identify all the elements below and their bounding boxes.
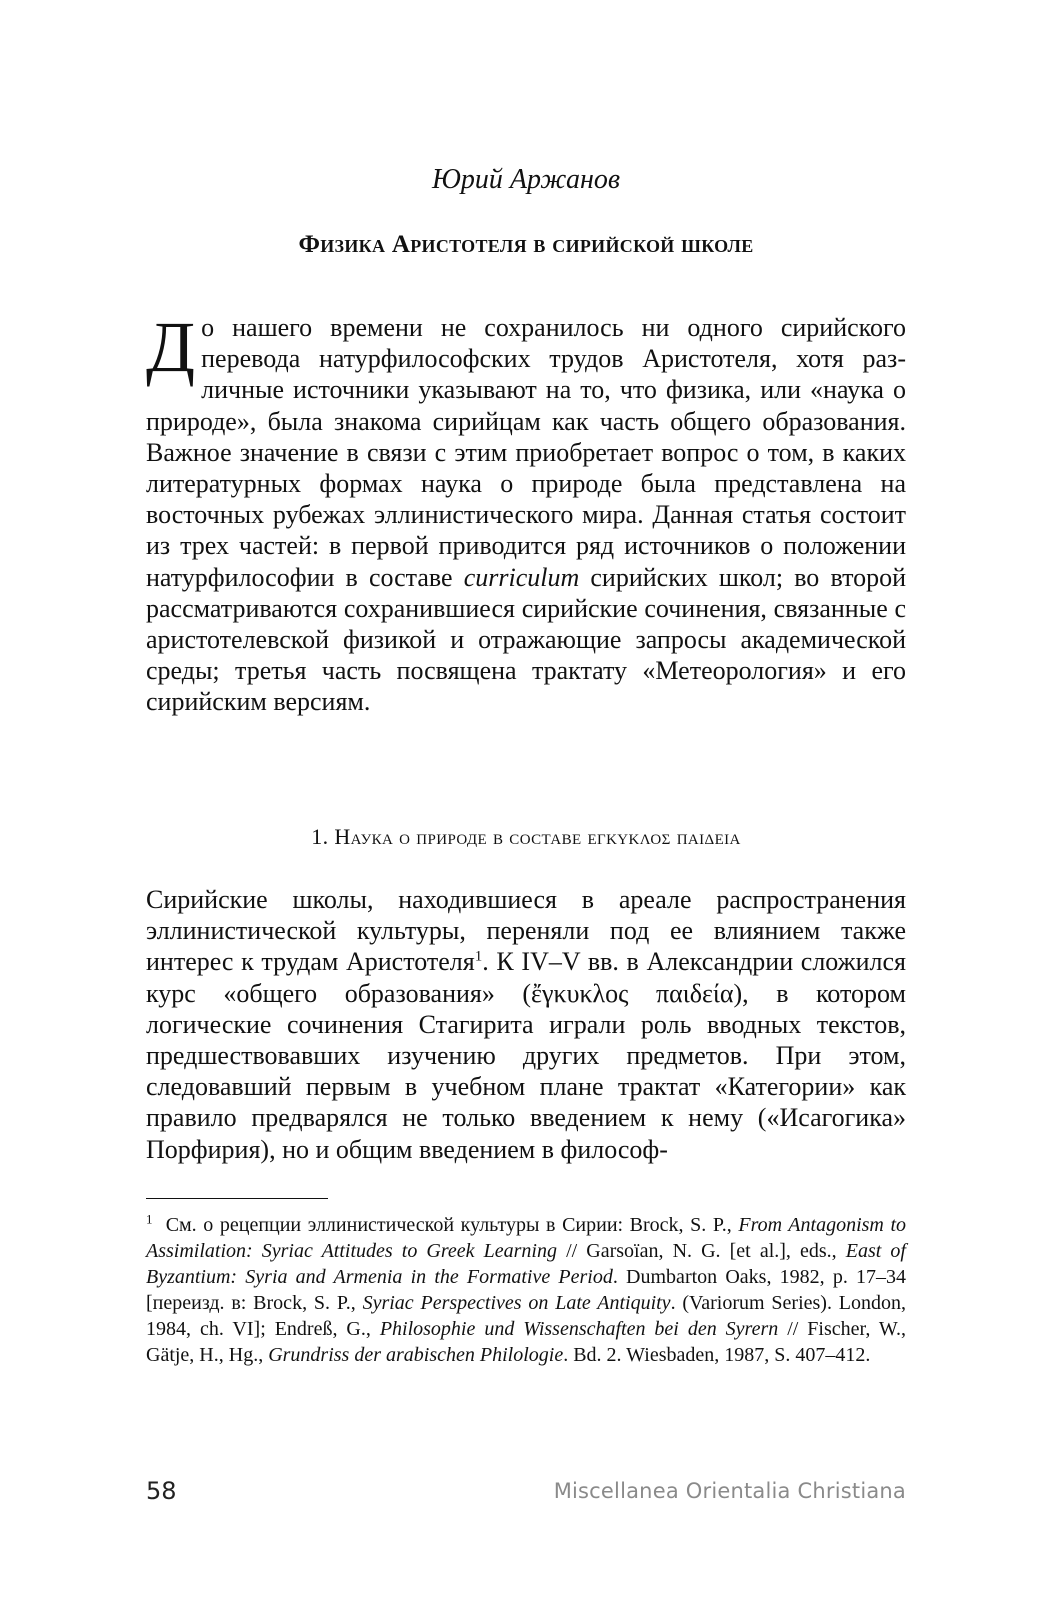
footnote-text: . Bd. 2. Wiesbaden, 1987, S. 407–412. (563, 1344, 871, 1366)
intro-text: о нашего времени не сохранилось ни одного сирийского перевода натурфилософских трудов Аристотеля, хотя различные источники указывают на то, что физика, или «наука о природе», была знакома сирийцам как часть общего образования. Важное значение в связи с этим приобретает вопрос о том, в каких литературных формах наука о природе была представлена на восточных рубежах эллинистического мира. Данная статья состоит из трех частей: в первой приводится ряд источников о положении натурфилософии в составе (146, 313, 906, 592)
footnote-italic: From Antagonism to Assimilation: Syriac Attitudes to Greek Learning (146, 1214, 907, 1262)
footnote-text: . (Variorum Series). London, 1984, ch. VI]; Endreß, G., (146, 1292, 906, 1340)
footnote-italic: Philosophie und Wissenschaften bei den Syrern (379, 1318, 779, 1340)
footnote-text: // Fischer, W., Gätje, H., Hg., (146, 1318, 906, 1366)
running-footer: Miscellanea Orientalia Christiana (553, 1479, 906, 1503)
title-part: А (391, 231, 411, 258)
footnote-number: 1 (146, 1211, 153, 1227)
intro-paragraph (146, 307, 907, 718)
footnote-text: // Garsoïan, N. G. [et al.], eds., (556, 1240, 846, 1262)
drop-cap: Д (146, 307, 196, 387)
article-author: Юрий Аржанов (431, 164, 621, 195)
title-part: изика (320, 231, 392, 258)
title-part: ристотеля в сирийской школе (410, 231, 754, 258)
intro-italic-term: curriculum (463, 562, 580, 592)
section-text-end: . К IV–V вв. в Александрии сложился курс «общего образования» (ἔγκυκλος παιδεία), в котором логические сочинения Стагирита играли роль вводных текстов, предшествовавших изучению других предметов. При этом, следовавший первым в учебном плане трактат «Категории» как правило предварялся не только введением к нему («Исагогика» Порфирия), но и общим введением в философ- (146, 947, 906, 1164)
footnote (146, 1212, 906, 1368)
section-paragraph (146, 884, 906, 1165)
footnote-italic: Syriac Perspectives on Late Antiquity (362, 1292, 671, 1314)
section-text: Сирийские школы, находившиеся в ареале распространения эллинистической культуры, переняли под ее влиянием также интерес к трудам Аристотеля (146, 885, 906, 977)
footnote-text: . Dumbarton Oaks, 1982, p. 17–34 [переизд. в: Brock, S. P., (146, 1266, 907, 1314)
footnote-italic: Grundriss der arabischen Philologie (268, 1344, 564, 1366)
article-title (146, 228, 906, 262)
footnote-divider (146, 1198, 328, 1199)
footnote-italic: East of Byzantium: Syria and Armenia in the Formative Period (146, 1240, 906, 1288)
page-number: 58 (146, 1477, 177, 1505)
footnote-text: См. о рецепции эллинистической культуры в Сирии: Brock, S. P., (165, 1214, 739, 1236)
title-part: Ф (298, 231, 321, 258)
intro-text-end: сирийских школ; во второй рассматриваются сохранившиеся сирийские сочинения, связанные с аристотелевской физикой и отражающие запросы академической среды; третья часть посвящена трактату «Метеорология» и его сирийским версиям. (146, 562, 907, 717)
footnote-reference[interactable]: 1 (474, 948, 483, 965)
section-heading: 1. Наука о природе в составе εγκυκλος παιδεια (311, 824, 741, 849)
